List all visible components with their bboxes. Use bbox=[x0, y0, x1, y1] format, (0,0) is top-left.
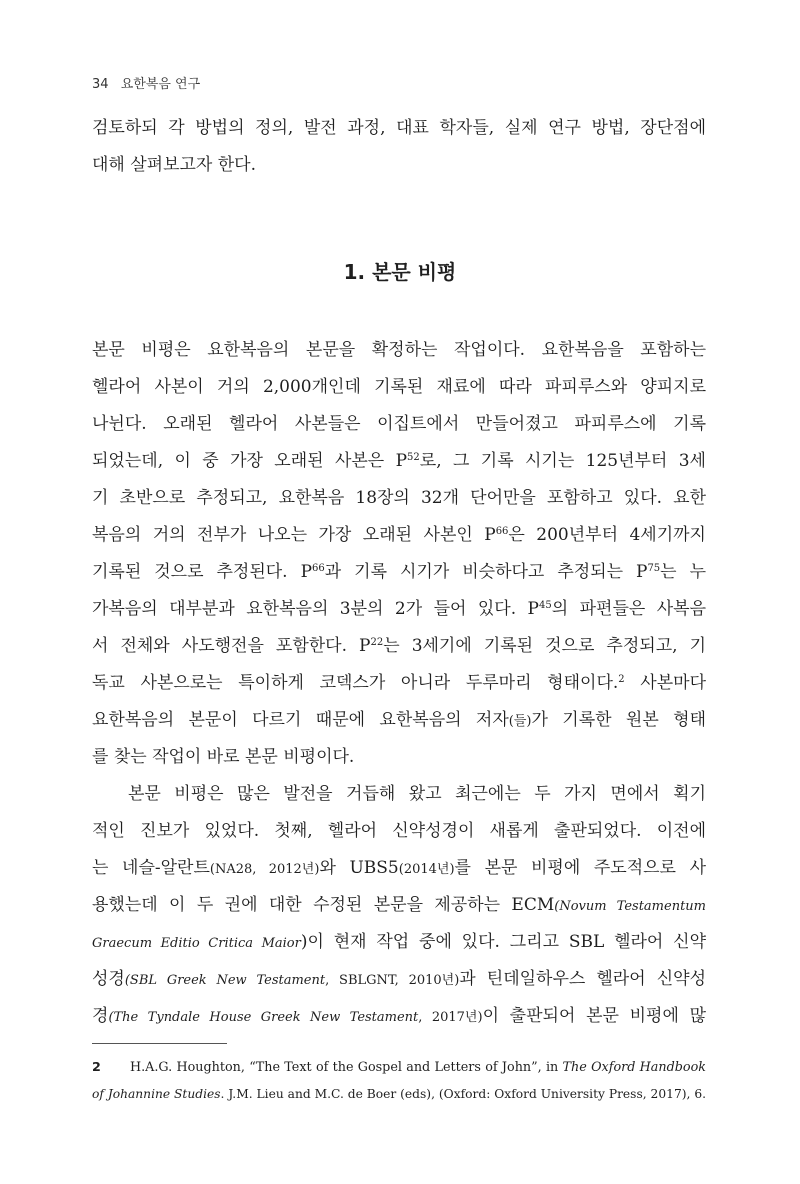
text-run: )이 현재 작업 중에 있다. 그리고 SBL 헬라어 신약 bbox=[300, 932, 706, 952]
text-line: 본문 비평은 많은 발전을 거듭해 왔고 최근에는 두 가지 면에서 획기 bbox=[128, 784, 706, 804]
text-line bbox=[92, 702, 706, 739]
text-run: 와 UBS5 bbox=[319, 858, 399, 878]
manuscript-superscript: 45 bbox=[539, 600, 552, 611]
page-number: 34 bbox=[92, 77, 109, 92]
text-run: 이 출판되어 본문 비평에 많 bbox=[482, 1006, 706, 1026]
text-run: 가 기록한 원본 형태 bbox=[531, 710, 706, 730]
text-line bbox=[92, 665, 706, 702]
text-run: 성경 bbox=[92, 969, 125, 989]
text-run: (SBL Greek New Testament bbox=[124, 973, 326, 988]
text-run: 로, 그 기록 시기는 125년부터 3세 bbox=[419, 451, 706, 471]
text-line: 적인 진보가 있었다. 첫째, 헬라어 신약성경이 새롭게 출판되었다. 이전에 bbox=[92, 821, 706, 841]
text-run: 는 네슬-알란트 bbox=[92, 858, 210, 878]
text-run: 가복음의 대부분과 요한복음의 3분의 2가 들어 있다. P bbox=[92, 599, 539, 619]
text-run: (들) bbox=[508, 714, 532, 729]
section-title: 1. 본문 비평 bbox=[343, 260, 457, 284]
text-run: 경 bbox=[92, 1006, 109, 1026]
text-line: 기 초반으로 추정되고, 요한복음 18장의 32개 단어만을 포함하고 있다. 요한 bbox=[92, 488, 706, 508]
text-run: Graecum Editio Critica Maior bbox=[92, 936, 301, 951]
running-title: 요한복음 연구 bbox=[120, 77, 201, 92]
text-line bbox=[92, 554, 706, 591]
text-run: , SBLGNT, 2010년) bbox=[325, 973, 460, 988]
text-line bbox=[92, 443, 706, 480]
text-run: 기록된 것으로 추정된다. P bbox=[92, 562, 313, 582]
text-run: (Novum Testamentum bbox=[554, 899, 706, 914]
text-run: 되었는데, 이 중 가장 오래된 사본은 P bbox=[92, 451, 408, 471]
text-line bbox=[92, 850, 706, 887]
footnote-line bbox=[92, 1081, 706, 1107]
text-run: 독교 사본으로는 특이하게 코덱스가 아니라 두루마리 형태이다. bbox=[92, 673, 619, 693]
manuscript-superscript: 22 bbox=[370, 637, 384, 648]
text-line bbox=[92, 591, 706, 628]
manuscript-superscript: 52 bbox=[407, 452, 420, 463]
text-line bbox=[92, 628, 706, 665]
text-run: 은 200년부터 4세기까지 bbox=[508, 525, 706, 545]
text-run: 과 틴데일하우스 헬라어 신약성 bbox=[459, 969, 706, 989]
text-run: (NA28, 2012년) bbox=[209, 862, 320, 877]
footnote bbox=[92, 1055, 706, 1107]
body-text bbox=[92, 332, 706, 1035]
text-line: 대해 살펴보고자 한다. bbox=[92, 155, 257, 175]
text-run: 과 기록 시기가 비슷하다고 추정되는 P bbox=[324, 562, 648, 582]
manuscript-superscript: 66 bbox=[495, 526, 509, 537]
text-line bbox=[92, 961, 706, 998]
footnote-line bbox=[92, 1055, 706, 1081]
text-run: . J.M. Lieu and M.C. de Boer (eds), (Oxford: Oxford University Press, 2017), 6. bbox=[220, 1087, 706, 1101]
text-run: , 2017년) bbox=[418, 1010, 483, 1025]
text-run: 사본마다 bbox=[624, 673, 706, 693]
manuscript-superscript: 66 bbox=[312, 563, 325, 574]
text-line bbox=[92, 998, 706, 1035]
text-run: H.A.G. Houghton, “The Text of the Gospel and Letters of John”, in bbox=[130, 1060, 563, 1075]
text-run: 의 파편들은 사복음 bbox=[551, 599, 706, 619]
text-run: (2014년) bbox=[398, 862, 455, 877]
text-run: of Johannine Studies bbox=[92, 1087, 221, 1101]
footnote-number: 2 bbox=[92, 1060, 101, 1075]
text-run: (The Tyndale House Greek New Testament bbox=[108, 1010, 419, 1025]
text-run: 는 누 bbox=[660, 562, 706, 582]
text-run: 복음의 거의 전부가 나오는 가장 오래된 사본인 P bbox=[92, 525, 496, 545]
text-line: 본문 비평은 요한복음의 본문을 확정하는 작업이다. 요한복음을 포함하는 bbox=[92, 340, 706, 360]
text-line bbox=[92, 517, 706, 554]
text-run: 서 전체와 사도행전을 포함한다. P bbox=[92, 636, 371, 656]
text-line bbox=[92, 887, 706, 924]
text-line: 를 찾는 작업이 바로 본문 비평이다. bbox=[92, 747, 355, 767]
footnote-ref[interactable]: 2 bbox=[618, 674, 625, 685]
text-line: 검토하되 각 방법의 정의, 발전 과정, 대표 학자들, 실제 연구 방법, 장단점에 bbox=[92, 118, 706, 138]
running-header bbox=[92, 73, 200, 92]
intro-paragraph bbox=[92, 110, 706, 184]
text-run: 를 본문 비평에 주도적으로 사 bbox=[454, 858, 706, 878]
text-line: 나뉜다. 오래된 헬라어 사본들은 이집트에서 만들어졌고 파피루스에 기록 bbox=[92, 414, 706, 434]
text-run: 용했는데 이 두 권에 대한 수정된 본문을 제공하는 ECM bbox=[92, 895, 555, 915]
text-line: 헬라어 사본이 거의 2,000개인데 기록된 재료에 따라 파피루스와 양피지로 bbox=[92, 377, 706, 397]
text-run: The Oxford Handbook bbox=[562, 1060, 706, 1075]
text-run: 요한복음의 본문이 다르기 때문에 요한복음의 저자 bbox=[92, 710, 509, 730]
manuscript-superscript: 75 bbox=[647, 563, 661, 574]
footnote-divider bbox=[92, 1043, 227, 1044]
text-run: 는 3세기에 기록된 것으로 추정되고, 기 bbox=[383, 636, 706, 656]
text-line bbox=[92, 924, 706, 961]
